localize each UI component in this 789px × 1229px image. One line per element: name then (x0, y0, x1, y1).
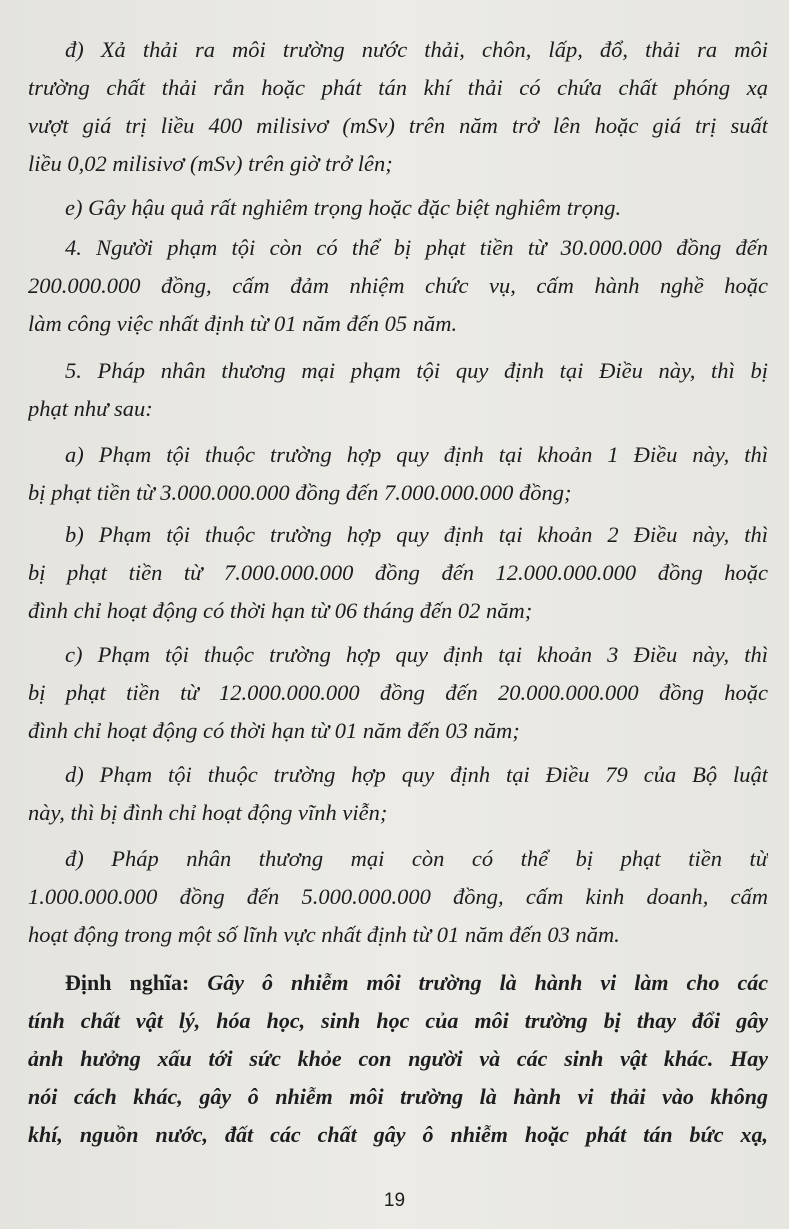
page-number: 19 (383, 1190, 406, 1211)
text-line: d) Phạm tội thuộc trường hợp quy định tại Điều 79 của Bộ luật (65, 762, 768, 787)
text-line: trường chất thải rắn hoặc phát tán khí thải có chứa chất phóng xạ (28, 75, 768, 100)
text-line: nói cách khác, gây ô nhiễm môi trường là hành vi thải vào không (28, 1084, 768, 1109)
paragraph-5 (28, 352, 768, 428)
text-line: a) Phạm tội thuộc trường hợp quy định tại khoản 1 Điều này, thì (65, 442, 768, 467)
text-line: khí, nguồn nước, đất các chất gây ô nhiễm hoặc phát tán bức xạ, (28, 1122, 768, 1147)
text-line: 5. Pháp nhân thương mại phạm tội quy định tại Điều này, thì bị (65, 358, 768, 383)
text-line: 1.000.000.000 đồng đến 5.000.000.000 đồng, cấm kinh doanh, cấm (28, 884, 768, 909)
text-line: c) Phạm tội thuộc trường hợp quy định tại khoản 3 Điều này, thì (65, 642, 768, 667)
definition-text: Gây ô nhiễm môi trường là hành vi làm cho các (207, 970, 768, 995)
paragraph-a (28, 436, 768, 512)
text-line: bị phạt tiền từ 3.000.000.000 đồng đến 7.000.000.000 đồng; (28, 480, 572, 505)
text-line: 4. Người phạm tội còn có thể bị phạt tiền từ 30.000.000 đồng đến (65, 235, 768, 260)
text-line: này, thì bị đình chỉ hoạt động vĩnh viễn; (28, 800, 388, 825)
paragraph-c (28, 636, 768, 750)
text-line: vượt giá trị liều 400 milisivơ (mSv) trên năm trở lên hoặc giá trị suất (28, 113, 768, 138)
text-line: đ) Pháp nhân thương mại còn có thể bị phạt tiền từ (65, 846, 768, 871)
text-line: đình chỉ hoạt động có thời hạn từ 01 năm đến 03 năm; (28, 718, 520, 743)
text-line: đình chỉ hoạt động có thời hạn từ 06 tháng đến 02 năm; (28, 598, 533, 623)
paragraph-4 (28, 229, 768, 343)
text-line: b) Phạm tội thuộc trường hợp quy định tại khoản 2 Điều này, thì (65, 522, 768, 547)
paragraph-d-bar-2 (28, 840, 768, 954)
paragraph-d-bar (28, 31, 768, 183)
paragraph-d (28, 756, 768, 832)
text-line: làm công việc nhất định từ 01 năm đến 05 năm. (28, 311, 458, 336)
text-line: 200.000.000 đồng, cấm đảm nhiệm chức vụ, cấm hành nghề hoặc (28, 273, 768, 298)
text-line: e) Gây hậu quả rất nghiêm trọng hoặc đặc biệt nghiêm trọng. (65, 195, 622, 220)
paragraph-b (28, 516, 768, 630)
text-line: bị phạt tiền từ 12.000.000.000 đồng đến 20.000.000.000 đồng hoặc (28, 680, 768, 705)
text-line: liều 0,02 milisivơ (mSv) trên giờ trở lên; (28, 151, 393, 176)
paragraph-e (28, 189, 768, 227)
text-line (28, 964, 768, 1002)
text-line: ảnh hưởng xấu tới sức khỏe con người và các sinh vật khác. Hay (28, 1046, 768, 1071)
text-line: tính chất vật lý, hóa học, sinh học của môi trường bị thay đổi gây (28, 1008, 768, 1033)
definition-label: Định nghĩa: (65, 970, 190, 995)
text-line: đ) Xả thải ra môi trường nước thải, chôn, lấp, đổ, thải ra môi (65, 37, 768, 62)
text-line: phạt như sau: (28, 396, 153, 421)
text-line: bị phạt tiền từ 7.000.000.000 đồng đến 12.000.000.000 đồng hoặc (28, 560, 768, 585)
definition-paragraph (28, 964, 768, 1154)
text-line: hoạt động trong một số lĩnh vực nhất định từ 01 năm đến 03 năm. (28, 922, 620, 947)
